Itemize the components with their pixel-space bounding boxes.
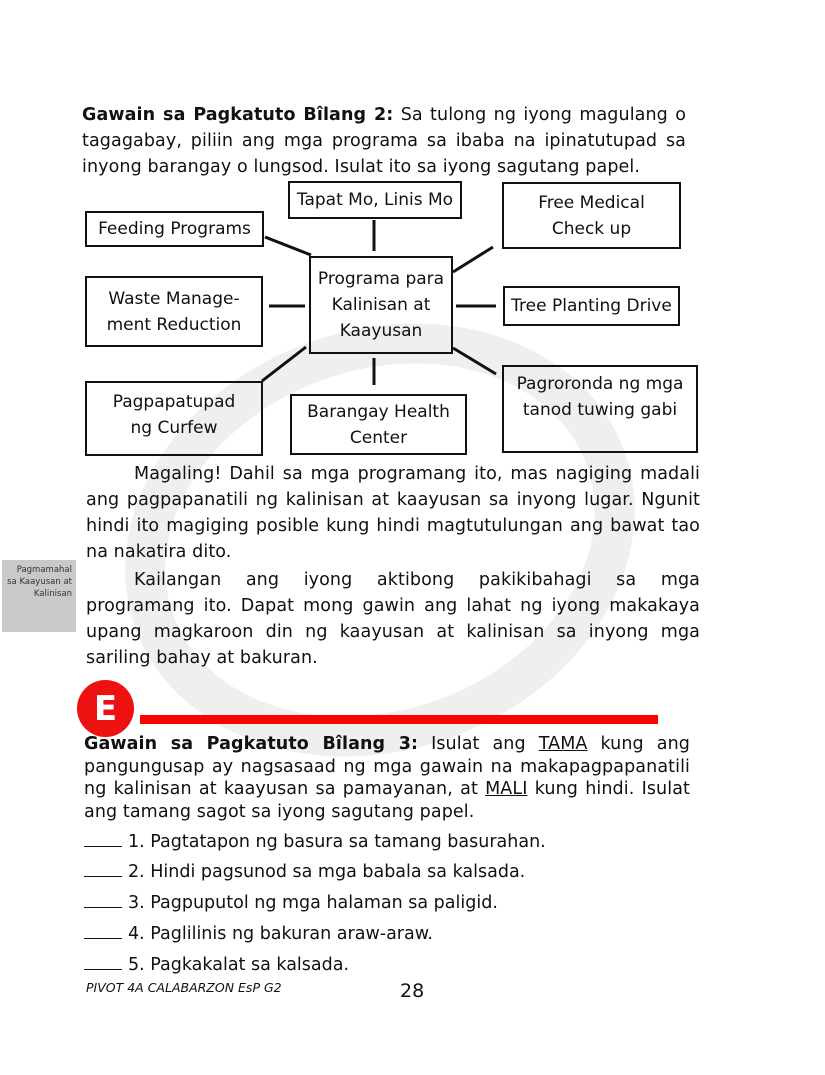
activity-3-heading: Gawain sa Pagkatuto Bîlang 3: (84, 734, 419, 754)
connector-tanod (453, 348, 496, 374)
list-item (84, 891, 498, 915)
activity-3-text: kung hindi. Isulat ang tamang sagot sa iyong sagutang papel. (84, 779, 690, 822)
item-text: 3. Pagpuputol ng mga halaman sa paligid. (128, 893, 498, 913)
node-barangay-health (290, 394, 467, 455)
answer-blank[interactable] (84, 953, 122, 970)
list-item (84, 953, 349, 977)
connector-free-medical (453, 247, 493, 272)
item-text: 2. Hindi pagsunod sa mga babala sa kalsada. (128, 862, 526, 882)
node-label: Barangay Health (307, 401, 450, 422)
section-e-badge (77, 680, 134, 737)
node-free-medical (502, 182, 681, 249)
answer-blank[interactable] (84, 860, 122, 877)
item-text: 4. Paglilinis ng bakuran araw-araw. (128, 924, 433, 944)
activity-2-heading: Gawain sa Pagkatuto Bîlang 2: (82, 105, 394, 125)
answer-blank[interactable] (84, 891, 122, 908)
center-label: Kalinisan at (331, 295, 431, 315)
activity-3-text: Isulat ang (418, 734, 539, 754)
side-tab-line: Kalinisan (33, 589, 72, 599)
node-tapat-mo-linis-mo (288, 181, 462, 219)
activity-3-instructions (84, 733, 690, 823)
node-label: Feeding Programs (98, 219, 251, 239)
node-label: Tree Planting Drive (511, 296, 672, 316)
center-label: Kaayusan (339, 321, 423, 341)
node-label: Center (349, 427, 408, 448)
node-curfew (85, 381, 263, 456)
list-item (84, 922, 433, 946)
paragraph-kailangan: Kailangan ang iyong aktibong pakikibahagi sa mga programang ito. Dapat mong gawin ang lahat ng iyong makakaya upang magkaroon din ng kaayusan at kalinisan sa inyong mga sariling bahay at bakuran. (86, 570, 700, 668)
activity-2-text: Sa tulong ng iyong magulang o tagagabay, piliin ang mga programa sa ibaba na ipinatutupad sa inyong barangay o lungsod. Isulat ito sa iyong sagutang papel. (82, 105, 687, 177)
item-text: 5. Pagkakalat sa kalsada. (128, 955, 350, 975)
node-waste-management (85, 276, 263, 347)
answer-blank[interactable] (84, 922, 122, 939)
node-label: Tapat Mo, Linis Mo (296, 190, 454, 210)
side-tab-line: Pagmamahal (16, 565, 72, 575)
section-divider-bar (140, 715, 658, 724)
connector-feeding (265, 237, 311, 255)
node-label: Waste Manage- (108, 288, 240, 309)
node-pagroronda-tanod (502, 365, 698, 453)
list-item (84, 860, 525, 884)
side-tab-line: sa Kaayusan at (7, 577, 72, 587)
node-feeding-programs (85, 211, 264, 247)
answer-blank[interactable] (84, 830, 122, 847)
node-label: tanod tuwing gabi (522, 400, 678, 420)
node-label: Check up (551, 218, 632, 239)
node-tree-planting (503, 286, 680, 326)
node-label: Free Medical (538, 192, 645, 213)
activity-3-text: kung ang pangungusap ay nagsasaad ng mga gawain na makapagpapanatili ng kalinisan at kaayusan sa pamayanan, at (84, 734, 690, 799)
page-number: 28 (400, 980, 425, 1002)
node-label: ment Reduction (106, 314, 242, 335)
node-center-programa (309, 256, 453, 354)
mali-keyword: MALI (485, 779, 528, 799)
list-item (84, 830, 546, 854)
footer-series-label: PIVOT 4A CALABARZON EsP G2 (86, 980, 282, 995)
side-tab-topic (2, 560, 76, 632)
item-text: 1. Pagtatapon ng basura sa tamang basurahan. (128, 832, 546, 852)
section-letter: E (93, 688, 118, 729)
paragraph-magaling: Magaling! Dahil sa mga programang ito, mas nagiging madali ang pagpapanatili ng kalinisan at kaayusan sa inyong lugar. Ngunit hindi ito magiging posible kung hindi magtutulungan ang bawat tao na nakatira dito. (86, 464, 700, 562)
node-label: Pagroronda ng mga (516, 374, 684, 394)
connector-curfew (262, 347, 306, 381)
tama-keyword: TAMA (538, 734, 588, 754)
node-label: Pagpapatupad (112, 392, 236, 412)
center-label: Programa para (317, 269, 445, 289)
node-label: ng Curfew (130, 418, 218, 438)
